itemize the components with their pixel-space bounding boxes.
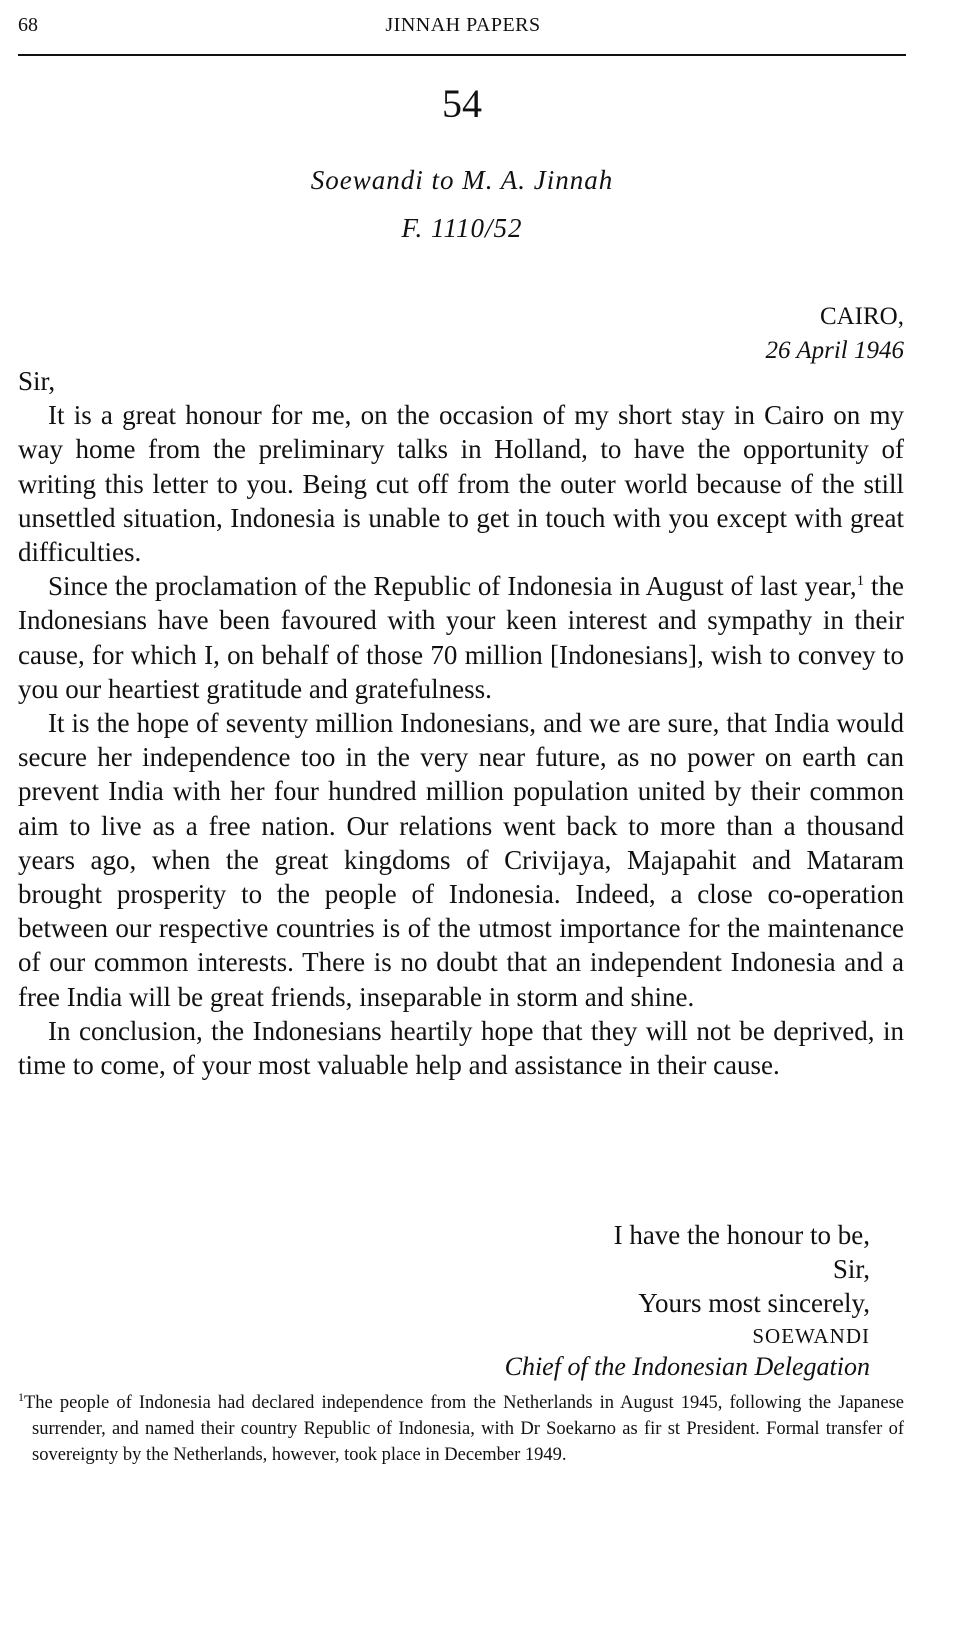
paragraph-4: In conclusion, the Indonesians heartily hope that they will not be deprived, in time to come, of your most valuable help and assistance in their cause.	[18, 1015, 904, 1081]
page-number: 68	[18, 14, 38, 36]
letter-place: CAIRO,	[819, 303, 904, 330]
paragraph-2-part-1: Since the proclamation of the Republic of Indonesia in August of last year,	[48, 571, 857, 602]
closing-line-3: Yours most sincerely,	[638, 1288, 870, 1318]
paragraph-1: It is a great honour for me, on the occasion of my short stay in Cairo on my way home from the preliminary talks in Holland, to have the opportunity of writing this letter to you. Being cut off from the outer world because of the still unsettled situation, Indonesia is unable to get in touch with you except with great difficulties.	[18, 400, 904, 568]
book-title: JINNAH PAPERS	[385, 14, 541, 36]
letter-date: 26 April 1946	[765, 337, 904, 364]
closing-block	[505, 1218, 870, 1384]
footnote-reference[interactable]: 1	[856, 573, 865, 590]
letter-body	[18, 364, 904, 1082]
document-reference: F. 1110/52	[401, 213, 523, 243]
place-date-block	[766, 300, 904, 368]
footnote-text-block	[18, 1390, 904, 1468]
paragraph-2-part-2: the Indonesians have been favoured with your keen interest and sympathy in their cause, for which I, on behalf of those 70 million [Indonesians], wish to convey to you our heartiest gratitude and gratefulness.	[18, 571, 904, 704]
document-number: 54	[442, 81, 482, 126]
salutation: Sir,	[18, 366, 56, 396]
paragraph-2	[18, 569, 904, 706]
running-head	[18, 14, 908, 44]
paragraph-3: It is the hope of seventy million Indonesians, and we are sure, that India would secure her independence too in the very near future, as no power on earth can prevent India with her four hundred million population united by their common aim to live as a free nation. Our relations went back to more than a thousand years ago, when the great kingdoms of Crivijaya, Majapahit and Mataram brought prosperity to the people of Indonesia. Indeed, a close co-operation between our respective countries is of the utmost importance for the maintenance of our common interests. There is no doubt that an independent Indonesia and a free India will be great friends, inseparable in storm and shine.	[18, 708, 904, 1012]
closing-line-1: I have the honour to be,	[613, 1220, 870, 1250]
footnote-text: The people of Indonesia had declared independence from the Netherlands in August 1945, following the Japanese surrender, and named their country Republic of Indonesia, with Dr Soekarno as fir st President. Formal transfer of sovereignty by the Netherlands, however, took place in December 1949.	[24, 1393, 904, 1465]
footnote-marker: 1	[18, 1389, 24, 1404]
footnote	[18, 1390, 904, 1468]
signatory-name: SOEWANDI	[752, 1324, 870, 1348]
signatory-title: Chief of the Indonesian Delegation	[504, 1352, 870, 1381]
header-rule	[18, 54, 906, 56]
document-heading: Soewandi to M. A. Jinnah	[310, 165, 614, 195]
closing-line-2: Sir,	[832, 1254, 870, 1284]
